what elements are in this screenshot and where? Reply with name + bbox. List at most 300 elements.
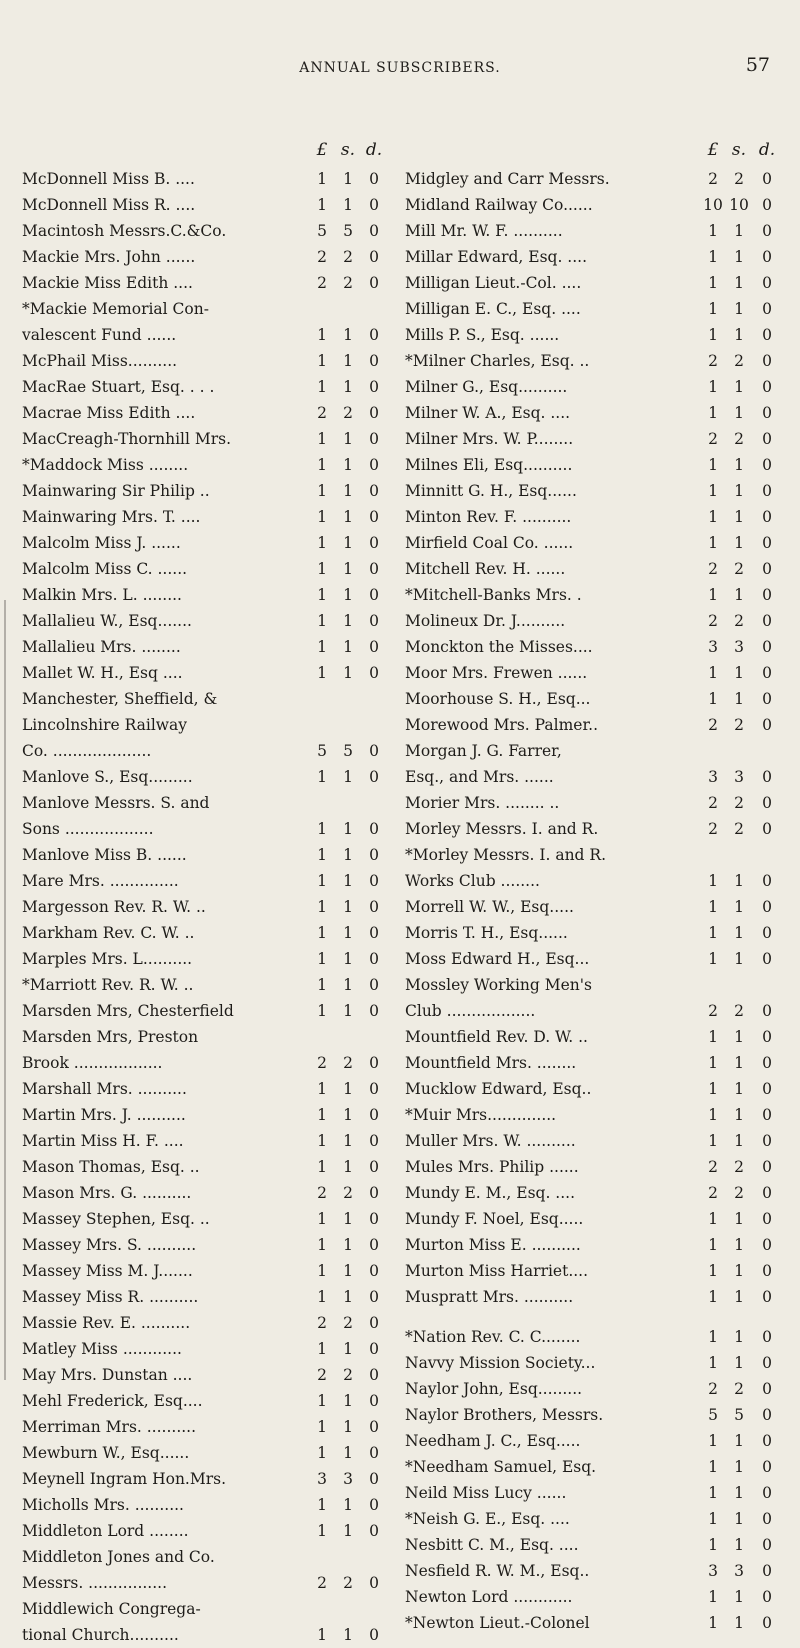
subscriber-row [405,1258,783,1284]
amount-pounds: 1 [708,1328,718,1346]
amount-shillings: 1 [343,950,353,968]
amount-pounds: 1 [708,534,718,552]
amount-pounds: 3 [317,1470,327,1488]
amount-shillings: 1 [343,1626,353,1644]
subscriber-name: *Marriott Rev. R. W. .. [22,976,194,994]
amount-pounds: 1 [317,196,327,214]
subscriber-name: Moor Mrs. Frewen ...... [405,664,588,682]
amount-pence: 0 [369,1470,379,1488]
subscriber-name: Marsden Mrs, Preston [22,1028,199,1046]
amount-pounds: 1 [708,1106,718,1124]
amount-pence: 0 [369,1132,379,1150]
subscriber-name: Club .................. [405,1002,536,1020]
amount-pounds: 2 [708,1002,718,1020]
amount-shillings: 1 [734,1458,744,1476]
subscriber-name: Morley Messrs. I. and R. [405,820,599,838]
amount-shillings: 3 [734,638,744,656]
subscriber-row [22,1128,390,1154]
subscriber-row [22,660,390,686]
amount-pounds: 10 [703,196,723,214]
amount-shillings: 1 [734,924,744,942]
amount-shillings: 1 [734,1106,744,1124]
amount-pounds: 1 [317,976,327,994]
subscriber-name: Milligan E. C., Esq. .... [405,300,581,318]
subscriber-name: Middleton Lord ........ [22,1522,189,1540]
pounds-header: £ [316,140,328,160]
amount-pence: 0 [762,1432,772,1450]
amount-shillings: 2 [734,560,744,578]
amount-pence: 0 [762,1328,772,1346]
subscriber-row [405,530,783,556]
subscriber-name: Muller Mrs. W. .......... [405,1132,576,1150]
amount-shillings: 1 [734,1028,744,1046]
amount-pounds: 1 [708,664,718,682]
subscriber-row [22,998,390,1024]
subscriber-row [22,1232,390,1258]
amount-pounds: 1 [317,768,327,786]
subscriber-row [22,530,390,556]
subscriber-row [405,1154,783,1180]
amount-pence: 0 [369,1158,379,1176]
amount-pence: 0 [762,430,772,448]
subscriber-row [22,946,390,972]
amount-pence: 0 [369,196,379,214]
subscriber-row [22,608,390,634]
subscriber-row [405,244,783,270]
subscriber-name: Neild Miss Lucy ...... [405,1484,567,1502]
subscriber-name: MacRae Stuart, Esq. . . . [22,378,215,396]
amount-shillings: 2 [734,716,744,734]
amount-pence: 0 [762,716,772,734]
subscriber-name: Mainwaring Sir Philip .. [22,482,210,500]
subscriber-name: Morrell W. W., Esq..... [405,898,574,916]
amount-pounds: 1 [708,872,718,890]
subscriber-row [22,1284,390,1310]
subscriber-row [22,1492,390,1518]
subscriber-row [22,920,390,946]
amount-shillings: 1 [343,1288,353,1306]
amount-shillings: 1 [343,170,353,188]
subscriber-row [22,1414,390,1440]
amount-pounds: 1 [708,1054,718,1072]
amount-shillings: 2 [734,352,744,370]
amount-shillings: 1 [343,430,353,448]
subscriber-name: Mallalieu W., Esq....... [22,612,192,630]
amount-pounds: 5 [708,1406,718,1424]
subscriber-name: McPhail Miss.......... [22,352,178,370]
subscriber-name: MacCreagh-Thornhill Mrs. [22,430,232,448]
amount-pounds: 1 [317,872,327,890]
subscriber-name: Manlove Miss B. ...... [22,846,187,864]
subscriber-name: Merriman Mrs. .......... [22,1418,197,1436]
amount-shillings: 2 [734,1158,744,1176]
subscriber-name: *Needham Samuel, Esq. [405,1458,597,1476]
page-edge-shadow [4,600,6,1380]
amount-pence: 0 [762,1184,772,1202]
amount-pounds: 1 [708,1510,718,1528]
subscriber-row [22,842,390,868]
amount-shillings: 1 [734,690,744,708]
amount-pence: 0 [369,612,379,630]
subscriber-name: Mills P. S., Esq. ...... [405,326,560,344]
amount-shillings: 2 [734,1184,744,1202]
subscriber-name: Matley Miss ............ [22,1340,182,1358]
amount-pence: 0 [762,924,772,942]
subscriber-name: Messrs. ................ [22,1574,168,1592]
amount-pounds: 1 [317,1132,327,1150]
amount-pounds: 5 [317,222,327,240]
amount-shillings: 1 [343,1392,353,1410]
amount-pence: 0 [762,274,772,292]
subscriber-name: Martin Miss H. F. .... [22,1132,184,1150]
amount-pence: 0 [369,560,379,578]
amount-shillings: 1 [734,1262,744,1280]
amount-pounds: 1 [317,638,327,656]
subscriber-row [405,504,783,530]
amount-shillings: 1 [734,534,744,552]
subscriber-row [22,374,390,400]
subscriber-row [405,842,783,868]
amount-shillings: 1 [734,222,744,240]
amount-shillings: 2 [343,404,353,422]
amount-pence: 0 [762,534,772,552]
subscriber-row [405,868,783,894]
subscriber-row [22,478,390,504]
subscriber-name: Morier Mrs. ........ .. [405,794,560,812]
subscriber-name: McDonnell Miss R. .... [22,196,196,214]
amount-pounds: 2 [708,794,718,812]
amount-pounds: 1 [708,1028,718,1046]
amount-pounds: 1 [317,924,327,942]
amount-pounds: 1 [317,482,327,500]
amount-shillings: 1 [343,924,353,942]
amount-shillings: 1 [343,456,353,474]
subscriber-name: Meynell Ingram Hon.Mrs. [22,1470,227,1488]
subscriber-name: Massey Miss R. .......... [22,1288,199,1306]
amount-shillings: 1 [343,326,353,344]
subscriber-row [405,1232,783,1258]
amount-shillings: 1 [734,300,744,318]
amount-pounds: 1 [708,950,718,968]
amount-pounds: 2 [708,1158,718,1176]
amount-shillings: 1 [734,898,744,916]
amount-pence: 0 [369,1262,379,1280]
amount-pence: 0 [369,1080,379,1098]
subscriber-row [405,348,783,374]
subscriber-name: *Mackie Memorial Con- [22,300,209,318]
subscriber-name: Milligan Lieut.-Col. .... [405,274,582,292]
subscriber-name: Midland Railway Co...... [405,196,593,214]
amount-pounds: 2 [317,248,327,266]
amount-pence: 0 [762,1406,772,1424]
amount-pence: 0 [369,456,379,474]
subscriber-name: Mackie Miss Edith .... [22,274,193,292]
subscriber-name: Midgley and Carr Messrs. [405,170,610,188]
amount-pounds: 2 [708,1184,718,1202]
subscriber-row [22,816,390,842]
amount-shillings: 1 [734,326,744,344]
subscriber-row [405,1428,783,1454]
subscriber-column-left [22,140,390,1648]
subscriber-row [22,1362,390,1388]
amount-shillings: 2 [734,612,744,630]
subscriber-row [405,556,783,582]
amount-pounds: 1 [317,1288,327,1306]
amount-pounds: 1 [317,820,327,838]
amount-pence: 0 [762,170,772,188]
subscriber-name: *Newton Lieut.-Colonel [405,1614,590,1632]
pence-header: d. [758,140,776,160]
amount-pence: 0 [762,482,772,500]
subscriber-name: Mewburn W., Esq...... [22,1444,190,1462]
subscriber-row [22,1258,390,1284]
amount-pence: 0 [762,196,772,214]
subscriber-row [22,166,390,192]
subscriber-name: Nesbitt C. M., Esq. .... [405,1536,579,1554]
amount-pounds: 1 [708,690,718,708]
subscriber-row [405,296,783,322]
amount-pounds: 1 [708,924,718,942]
amount-shillings: 2 [343,1054,353,1072]
amount-pence: 0 [762,820,772,838]
subscriber-row [405,1532,783,1558]
amount-pounds: 1 [708,1236,718,1254]
amount-pounds: 1 [708,248,718,266]
amount-pounds: 1 [708,222,718,240]
amount-shillings: 1 [734,378,744,396]
amount-shillings: 2 [343,274,353,292]
subscriber-name: Morewood Mrs. Palmer.. [405,716,599,734]
subscriber-name: Navvy Mission Society... [405,1354,596,1372]
subscriber-row [405,374,783,400]
amount-shillings: 1 [734,664,744,682]
amount-shillings: 1 [343,820,353,838]
amount-shillings: 1 [734,950,744,968]
amount-shillings: 1 [734,1132,744,1150]
subscriber-row [405,1454,783,1480]
amount-pence: 0 [369,742,379,760]
amount-shillings: 1 [343,1080,353,1098]
amount-pence: 0 [762,638,772,656]
amount-pounds: 2 [708,612,718,630]
amount-shillings: 3 [343,1470,353,1488]
subscriber-name: *Morley Messrs. I. and R. [405,846,606,864]
subscriber-row [405,1284,783,1310]
amount-pounds: 1 [317,1340,327,1358]
amount-shillings: 1 [343,508,353,526]
amount-shillings: 1 [734,248,744,266]
amount-shillings: 1 [734,1328,744,1346]
amount-shillings: 1 [343,898,353,916]
subscriber-row [405,400,783,426]
amount-pounds: 1 [708,1210,718,1228]
amount-pounds: 1 [317,586,327,604]
amount-pounds: 1 [317,430,327,448]
amount-pounds: 2 [708,170,718,188]
subscriber-row [405,1024,783,1050]
amount-pounds: 1 [317,898,327,916]
amount-pence: 0 [762,222,772,240]
subscriber-row [405,712,783,738]
subscriber-row [22,1024,390,1050]
section-gap [405,1310,783,1324]
subscriber-row [405,1324,783,1350]
subscriber-name: Co. .................... [22,742,152,760]
subscriber-name: Muspratt Mrs. .......... [405,1288,574,1306]
amount-shillings: 1 [343,1106,353,1124]
amount-shillings: 1 [343,352,353,370]
subscriber-name: Macintosh Messrs.C.&Co. [22,222,227,240]
amount-pounds: 1 [317,1080,327,1098]
subscriber-row [405,608,783,634]
subscriber-row [22,1102,390,1128]
amount-shillings: 1 [343,1158,353,1176]
amount-shillings: 1 [734,1354,744,1372]
amount-pounds: 1 [317,534,327,552]
subscriber-name: Manchester, Sheffield, & [22,690,218,708]
amount-pence: 0 [369,378,379,396]
subscriber-row [405,192,783,218]
subscriber-row [405,166,783,192]
amount-pence: 0 [762,1106,772,1124]
amount-shillings: 1 [343,586,353,604]
subscriber-name: Marshall Mrs. .......... [22,1080,187,1098]
subscriber-name: Marples Mrs. L.......... [22,950,193,968]
subscriber-name: Mill Mr. W. F. .......... [405,222,563,240]
subscriber-row [405,1376,783,1402]
amount-pounds: 1 [317,950,327,968]
subscriber-name: Mountfield Rev. D. W. .. [405,1028,588,1046]
subscriber-name: Needham J. C., Esq..... [405,1432,581,1450]
amount-shillings: 2 [734,820,744,838]
amount-pence: 0 [369,404,379,422]
subscriber-row [405,920,783,946]
subscriber-list-right [405,166,783,1636]
amount-pence: 0 [369,274,379,292]
amount-pence: 0 [762,404,772,422]
amount-pounds: 1 [317,1236,327,1254]
subscriber-row [405,972,783,998]
shillings-header: s. [340,140,356,160]
subscriber-name: Micholls Mrs. .......... [22,1496,184,1514]
subscriber-name: Monckton the Misses.... [405,638,593,656]
subscriber-name: Milner W. A., Esq. .... [405,404,571,422]
subscriber-row [405,1102,783,1128]
subscriber-name: tional Church.......... [22,1626,179,1644]
amount-pounds: 1 [317,1002,327,1020]
amount-pence: 0 [762,1054,772,1072]
currency-header-right [405,140,783,166]
subscriber-row [22,712,390,738]
subscriber-row [405,1558,783,1584]
amount-pounds: 1 [708,1080,718,1098]
subscriber-row [405,270,783,296]
amount-pence: 0 [369,1210,379,1228]
subscriber-name: Manlove S., Esq......... [22,768,193,786]
amount-shillings: 1 [734,872,744,890]
amount-pence: 0 [369,482,379,500]
amount-pence: 0 [369,924,379,942]
subscriber-row [405,894,783,920]
amount-pounds: 1 [317,1522,327,1540]
amount-shillings: 5 [343,742,353,760]
amount-shillings: 1 [343,1522,353,1540]
amount-pence: 0 [369,1106,379,1124]
amount-shillings: 1 [343,1340,353,1358]
amount-shillings: 1 [734,586,744,604]
amount-pence: 0 [762,872,772,890]
subscriber-name: *Milner Charles, Esq. .. [405,352,590,370]
subscriber-row [22,868,390,894]
subscriber-name: Mehl Frederick, Esq.... [22,1392,203,1410]
amount-pence: 0 [369,534,379,552]
subscriber-row [405,218,783,244]
subscriber-name: Malcolm Miss C. ...... [22,560,188,578]
amount-pounds: 1 [317,1392,327,1410]
amount-pounds: 1 [708,1262,718,1280]
amount-shillings: 1 [343,1132,353,1150]
subscriber-column-right [405,140,783,1636]
amount-shillings: 1 [734,404,744,422]
subscriber-name: Molineux Dr. J.......... [405,612,566,630]
amount-shillings: 1 [343,1262,353,1280]
amount-pounds: 3 [708,638,718,656]
amount-pounds: 1 [317,352,327,370]
amount-shillings: 2 [343,1366,353,1384]
amount-pence: 0 [762,1458,772,1476]
subscriber-name: Mucklow Edward, Esq.. [405,1080,592,1098]
amount-pence: 0 [369,1236,379,1254]
amount-shillings: 5 [343,222,353,240]
amount-pounds: 1 [708,326,718,344]
amount-pence: 0 [762,300,772,318]
amount-pence: 0 [762,664,772,682]
amount-pence: 0 [762,898,772,916]
amount-pence: 0 [762,1614,772,1632]
amount-pence: 0 [369,430,379,448]
amount-pence: 0 [369,820,379,838]
amount-pence: 0 [369,326,379,344]
subscriber-row [22,348,390,374]
subscriber-name: Murton Miss E. .......... [405,1236,581,1254]
subscriber-row [405,686,783,712]
subscriber-row [22,1310,390,1336]
running-head [0,54,800,90]
subscriber-row [405,478,783,504]
amount-pence: 0 [762,794,772,812]
amount-pence: 0 [369,1626,379,1644]
amount-pence: 0 [762,326,772,344]
subscriber-name: Nesfield R. W. M., Esq.. [405,1562,590,1580]
amount-shillings: 1 [343,1444,353,1462]
amount-pounds: 2 [317,1366,327,1384]
subscriber-row [405,1128,783,1154]
amount-pence: 0 [762,1028,772,1046]
amount-shillings: 2 [343,1184,353,1202]
amount-shillings: 1 [734,1614,744,1632]
amount-pounds: 1 [708,508,718,526]
subscriber-name: Millar Edward, Esq. .... [405,248,588,266]
amount-pounds: 1 [317,326,327,344]
subscriber-name: Mules Mrs. Philip ...... [405,1158,579,1176]
amount-pence: 0 [762,560,772,578]
amount-shillings: 1 [734,1536,744,1554]
amount-pounds: 1 [708,1588,718,1606]
amount-pence: 0 [369,1340,379,1358]
amount-pounds: 2 [317,404,327,422]
subscriber-name: Mallet W. H., Esq .... [22,664,183,682]
subscriber-name: Mossley Working Men's [405,976,592,994]
